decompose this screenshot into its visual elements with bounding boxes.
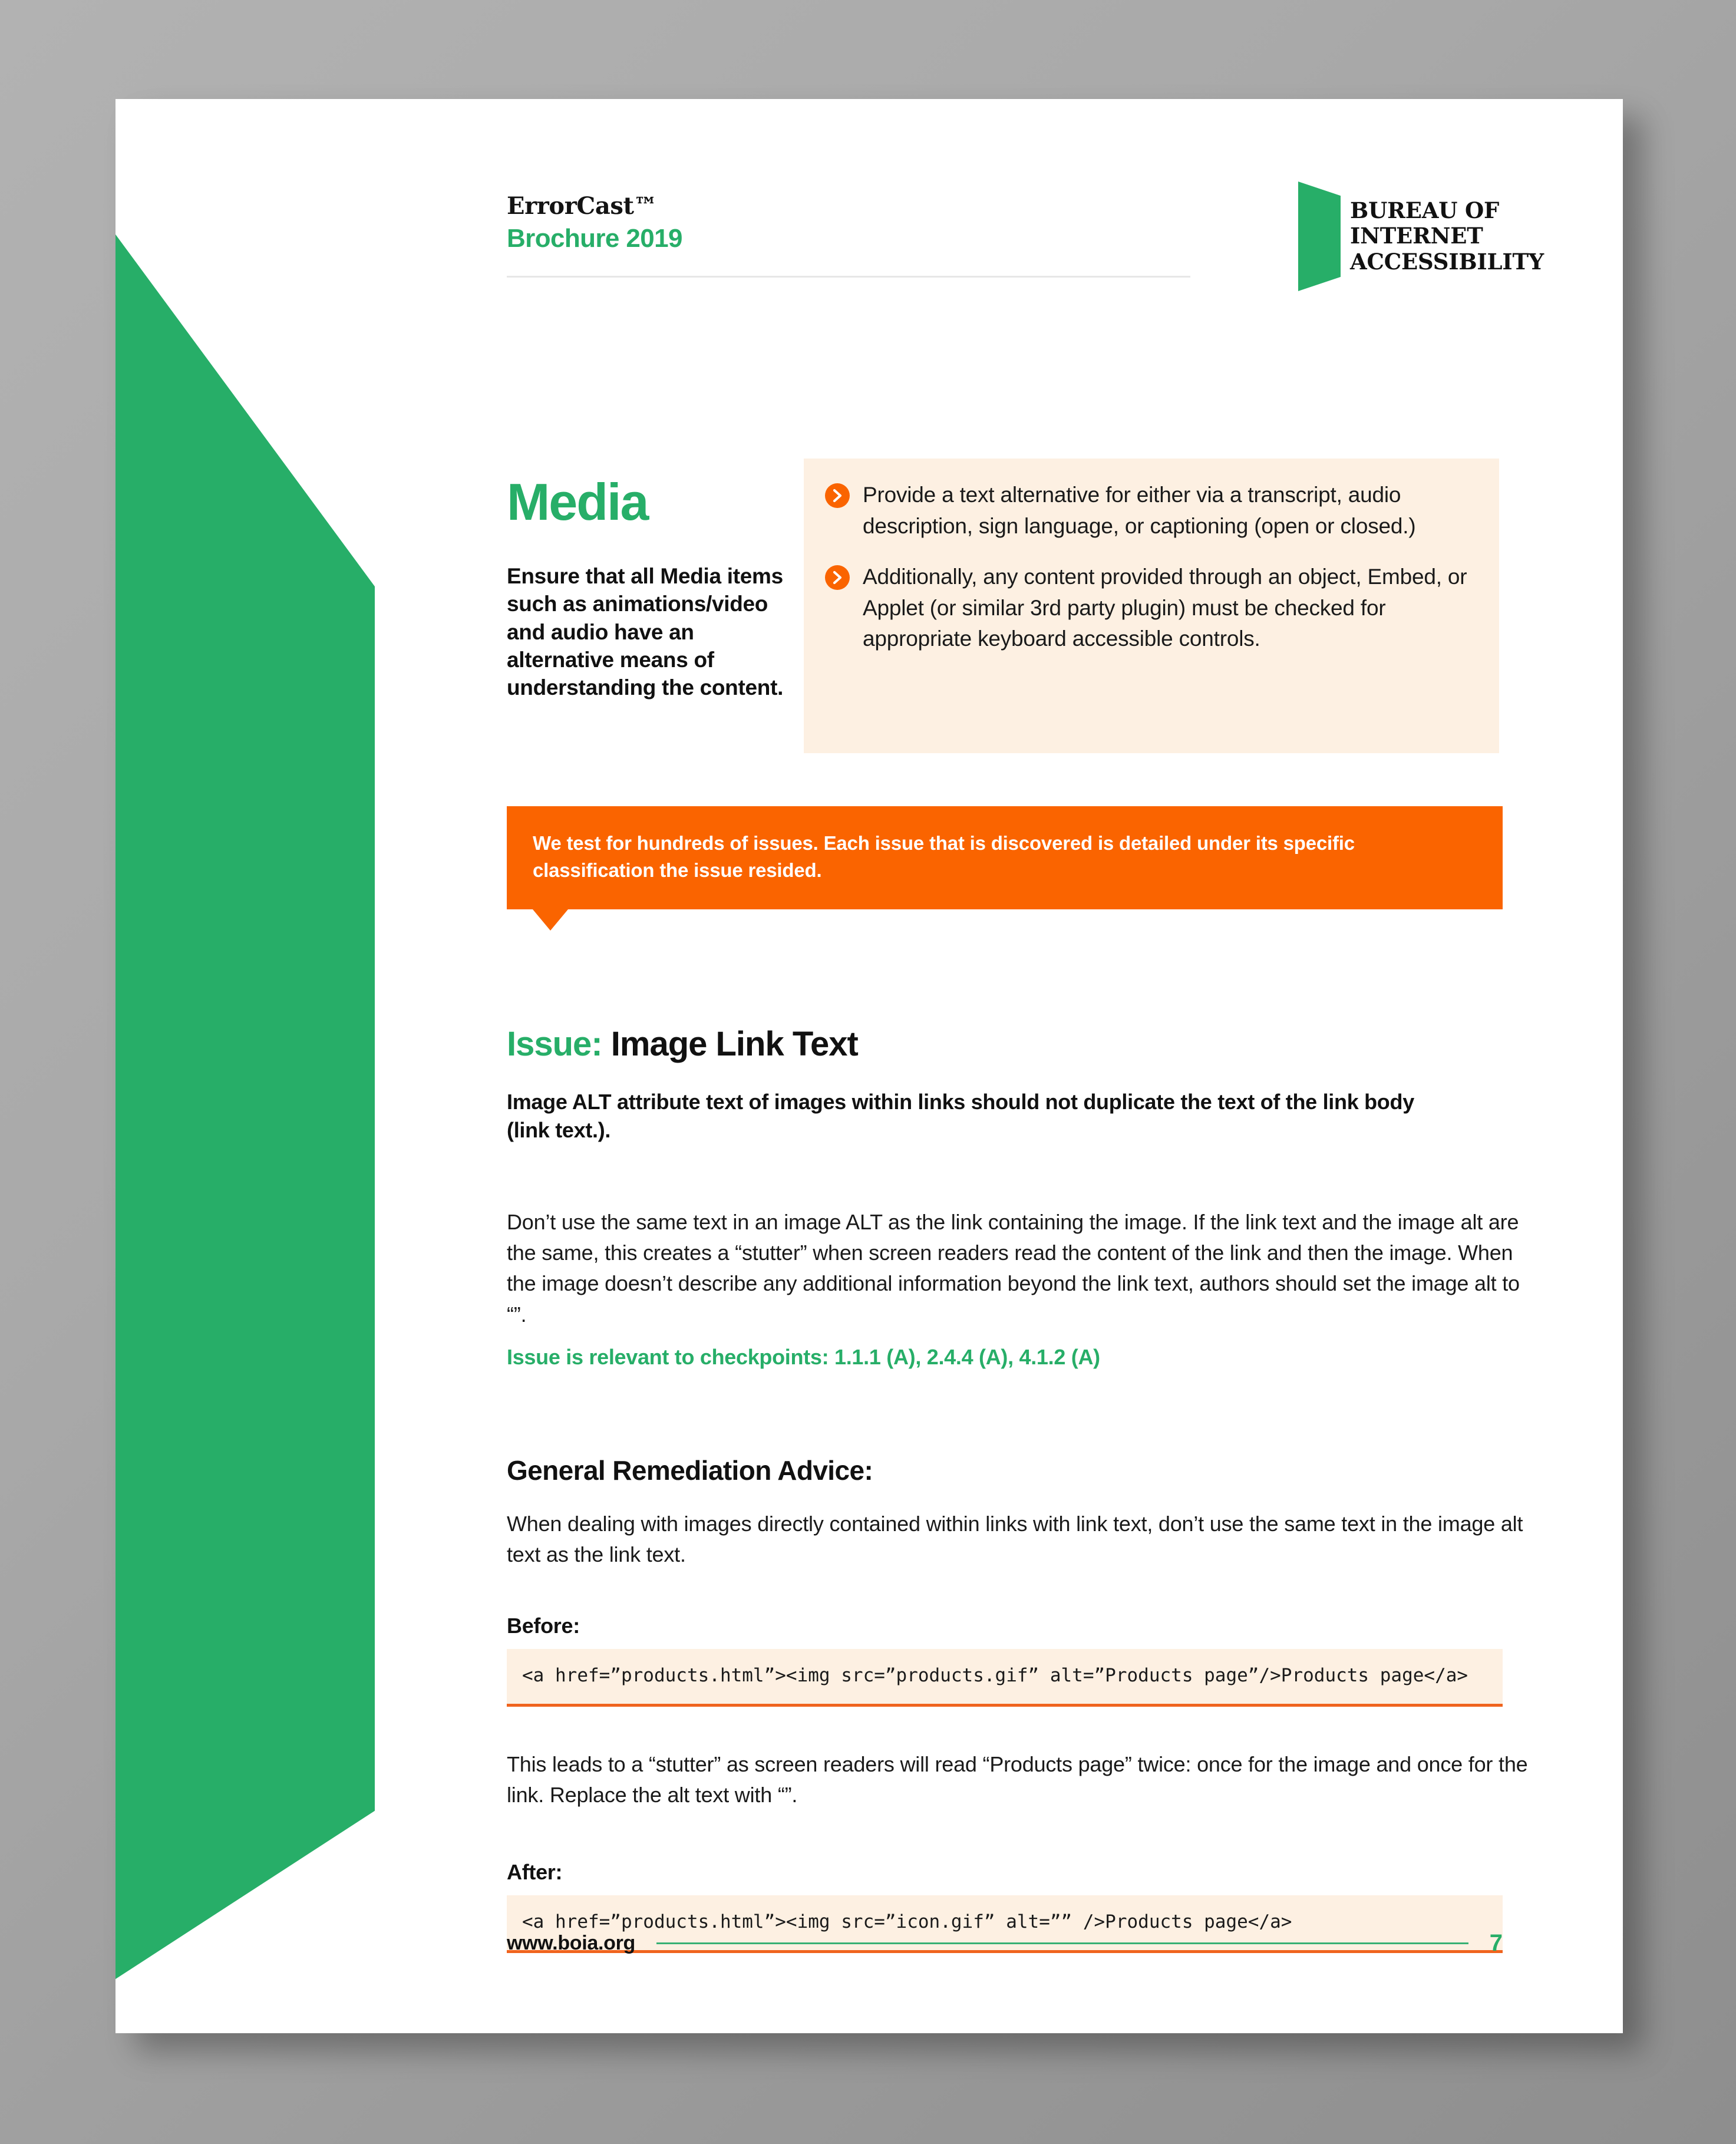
brand-subtitle: Brochure 2019 bbox=[507, 223, 682, 253]
before-code-container bbox=[507, 1649, 1503, 1707]
media-description: Ensure that all Media items such as animations/video and audio have an alternative means of understanding the content. bbox=[507, 564, 784, 700]
media-bullet-text: Additionally, any content provided through an object, Embed, or Applet (or similar 3rd party plugin) must be checked for appropriate keyboard accessible controls. bbox=[863, 565, 1467, 651]
issue-checkpoints: Issue is relevant to checkpoints: 1.1.1 (A), 2.4.4 (A), 4.1.2 (A) bbox=[507, 1345, 1100, 1369]
media-heading: Media bbox=[507, 473, 648, 531]
brand-name: ErrorCast™ bbox=[507, 192, 658, 220]
page-footer bbox=[507, 1930, 1503, 1957]
boia-logo bbox=[1298, 182, 1544, 291]
logo-line-1: BUREAU OF bbox=[1350, 197, 1500, 223]
green-page-mark-icon bbox=[1298, 182, 1341, 291]
chevron-right-circle-icon bbox=[825, 565, 850, 590]
remediation-heading: General Remediation Advice: bbox=[507, 1455, 873, 1486]
remediation-body-text: When dealing with images directly contained within links with link text, don’t use the same text in the image alt text as the link text. bbox=[507, 1512, 1523, 1567]
brand-block bbox=[507, 193, 682, 254]
media-bullet-text: Provide a text alternative for either via a transcript, audio description, sign language, or captioning (open or closed.) bbox=[863, 483, 1416, 538]
page-number: 7 bbox=[1489, 1930, 1503, 1956]
after-code-block: <a href=”products.html”><img src=”icon.gif” alt=”” />Products page</a> bbox=[507, 1895, 1503, 1953]
list-item bbox=[825, 562, 1470, 655]
issue-body-text: Don’t use the same text in an image ALT as the link containing the image. If the link text and the image alt are the same, this creates a “stutter” when screen readers read the content of the link and then the image. When the image doesn’t describe any additional information beyond the link text, authors should set the image alt to “”. bbox=[507, 1210, 1520, 1327]
issue-heading bbox=[507, 1025, 1544, 1063]
page-header bbox=[507, 193, 1544, 311]
chevron-right-circle-icon bbox=[825, 483, 850, 508]
logo-wordmark bbox=[1350, 198, 1544, 275]
issue-subtitle: Image ALT attribute text of images within links should not duplicate the text of the link body (link text.). bbox=[507, 1090, 1414, 1142]
footer-divider bbox=[656, 1942, 1468, 1944]
page-content bbox=[507, 99, 1544, 2033]
media-intro bbox=[507, 473, 790, 702]
logo-line-2: INTERNET bbox=[1350, 223, 1483, 249]
stutter-explanation-text: This leads to a “stutter” as screen readers will read “Products page” twice: once for the image and once for the link. Replace the alt text with “”. bbox=[507, 1752, 1528, 1807]
before-code-block: <a href=”products.html”><img src=”products.gif” alt=”Products page”/>Products page</a> bbox=[507, 1649, 1503, 1707]
brochure-page bbox=[115, 99, 1623, 2033]
callout-text: We test for hundreds of issues. Each issue that is discovered is detailed under its specific classification the issue resided. bbox=[533, 832, 1355, 881]
decorative-green-shape bbox=[115, 99, 375, 2033]
callout-tail bbox=[533, 909, 568, 931]
issue-title: Image Link Text bbox=[610, 1025, 858, 1063]
before-label: Before: bbox=[507, 1614, 580, 1638]
media-guidance-box bbox=[804, 459, 1499, 753]
header-divider bbox=[507, 276, 1190, 278]
logo-line-3: ACCESSIBILITY bbox=[1350, 248, 1544, 275]
list-item bbox=[825, 480, 1470, 542]
issue-label: Issue: bbox=[507, 1025, 602, 1063]
footer-website-url[interactable]: www.boia.org bbox=[507, 1932, 636, 1954]
after-label: After: bbox=[507, 1860, 563, 1884]
testing-callout-banner bbox=[507, 806, 1503, 909]
